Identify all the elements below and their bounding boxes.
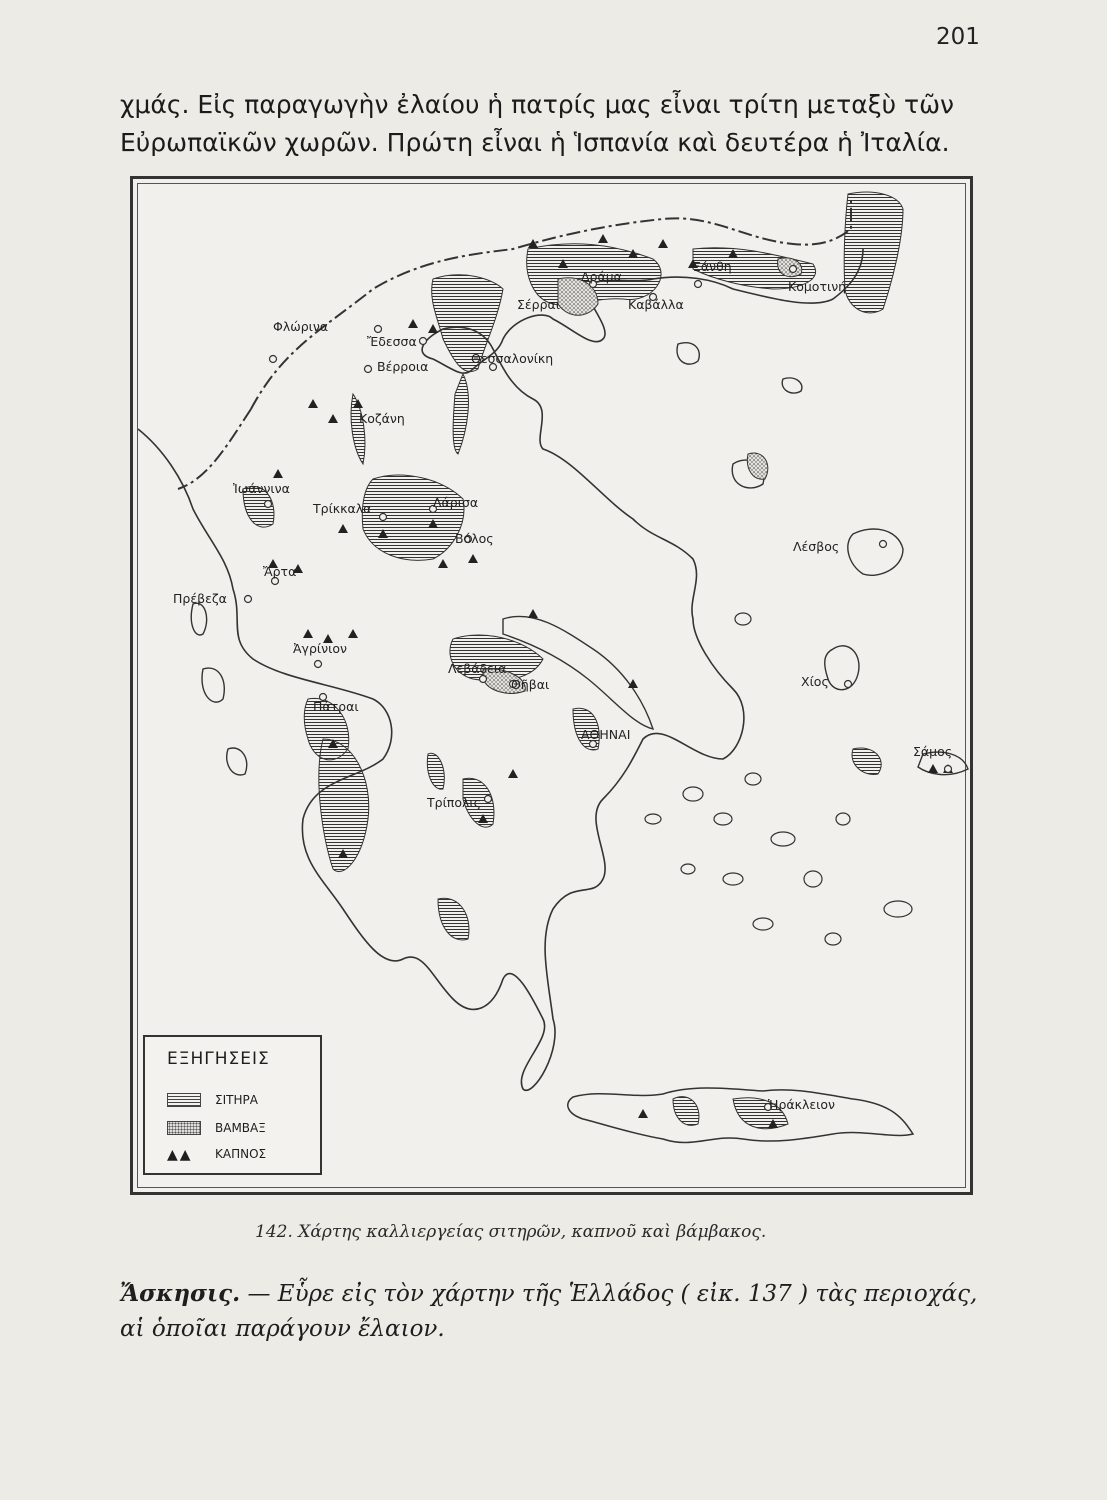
exercise-paragraph	[120, 1276, 980, 1347]
place-patrai: Πάτραι	[313, 699, 359, 714]
legend-row-cotton	[167, 1119, 266, 1137]
place-lesvos: Λέσβος	[793, 539, 840, 554]
place-drama: Δράμα	[581, 269, 622, 284]
exercise-text: — Εὗρε εἰς τὸν χάρτην τῆς Ἑλλάδος ( εἰκ. 137 ) τὰς περιοχάς, αἱ ὁποῖαι παράγουν ἔλαιον.	[120, 1281, 978, 1342]
intro-line: Εὐρωπαϊκῶν χωρῶν. Πρώτη εἶναι ἡ Ἱσπανία καὶ δευτέρα ἡ Ἰταλία.	[120, 128, 950, 157]
place-thivai: Θῆβαι	[511, 677, 550, 692]
place-tripolis: Τρίπολις	[427, 795, 481, 810]
intro-line: χμάς. Εἰς παραγωγὴν ἐλαίου ἡ πατρίς μας εἶναι τρίτη μεταξὺ τῶν	[120, 90, 955, 119]
wheat-swatch	[167, 1093, 201, 1107]
place-chios: Χίος	[801, 674, 829, 689]
legend-row-tobacco	[167, 1145, 266, 1163]
place-athinai: ΑΘΗΝΑΙ	[581, 727, 631, 742]
page-number: 201	[936, 24, 980, 50]
kefalonia	[202, 668, 224, 702]
tobacco-triangle-icon: ▲▲	[167, 1147, 193, 1163]
cyclades	[645, 613, 912, 945]
place-kozani: Κοζάνη	[359, 411, 405, 426]
legend-label-cotton: ΒΑΜΒΑΞ	[215, 1121, 266, 1135]
place-florina: Φλώρινα	[273, 319, 329, 334]
place-samos: Σάμος	[913, 744, 953, 759]
place-levadeia: Λεβάδεια	[448, 661, 507, 676]
place-kavala: Καβάλλα	[628, 297, 684, 312]
cotton-swatch	[167, 1121, 201, 1135]
place-larisa: Λάρισα	[433, 495, 479, 510]
place-ioannina: Ἰωάννινα	[233, 481, 290, 496]
place-komotini: Κομοτινή	[788, 279, 847, 294]
place-serrai: Σέρραι	[517, 297, 560, 312]
place-edessa: Ἔδεσσα	[367, 334, 417, 349]
chios	[825, 646, 859, 690]
samothrace	[782, 378, 802, 393]
legend-row-wheat	[167, 1091, 258, 1109]
place-veroia: Βέρροια	[377, 359, 429, 374]
zakynthos	[227, 748, 247, 775]
legend-label-wheat: ΣΙΤΗΡΑ	[215, 1093, 258, 1107]
wheat-regions	[243, 192, 903, 1129]
exercise-label: Ἄσκησις.	[120, 1280, 241, 1307]
place-irakleion: Ἡράκλειον	[768, 1097, 835, 1112]
thasos	[677, 343, 699, 364]
place-volos: Βόλος	[455, 531, 494, 546]
place-xanthi: Ξάνθη	[693, 259, 732, 274]
cotton-regions	[483, 258, 802, 693]
place-agrinion: Ἀγρίνιον	[293, 641, 347, 656]
western-border	[178, 409, 251, 489]
place-trikala: Τρίκκαλα	[313, 501, 372, 516]
place-thessaloniki: Θεσσαλονίκη	[471, 351, 554, 366]
place-arta: Ἄρτα	[263, 564, 297, 579]
legend-title: ΕΞΗΓΗΣΕΙΣ	[167, 1049, 270, 1069]
legend-label-tobacco: ΚΑΠΝΟΣ	[215, 1147, 267, 1161]
figure-caption: 142. Χάρτης καλλιεργείας σιτηρῶν, καπνοῦ καὶ βάμβακος.	[255, 1222, 767, 1242]
place-preveza: Πρέβεζα	[173, 591, 227, 606]
kerkyra	[191, 603, 206, 635]
intro-paragraph	[120, 86, 980, 162]
lesvos	[848, 529, 903, 575]
greece-crop-map	[130, 176, 973, 1195]
map-legend	[143, 1035, 322, 1175]
